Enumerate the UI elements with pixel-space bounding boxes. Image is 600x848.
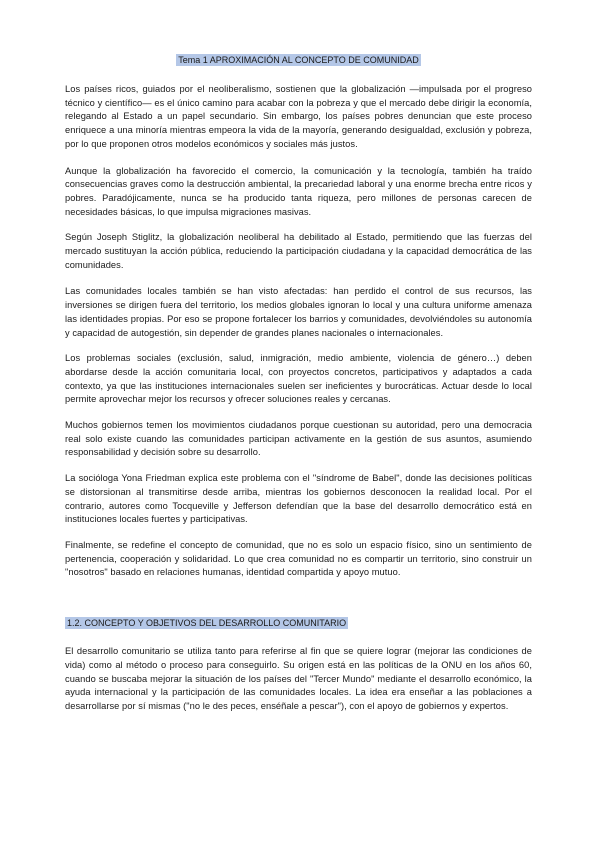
paragraph-1: Los países ricos, guiados por el neoliberalismo, sostienen que la globalización —impulsada por el progreso técnico y científico— es el único camino para acabar con la pobreza y que el mercado debe dirigir la economía, relegando al Estado a un papel secundario. Sin embargo, los países pobres denuncian que este proceso enriquece a una minoría mientras empeora la vida de la mayoría, generando desigualdad, exclusión y pobreza, por lo que proponen otros modelos económicos y sociales más justos. — [65, 84, 532, 149]
paragraph-8: Finalmente, se redefine el concepto de comunidad, que no es solo un espacio físico, sino un sentimiento de pertenencia, cooperación y solidaridad. Lo que crea comunidad no es compartir un territorio, sino construir un "nosotros" basado en relaciones humanas, identidad compartida y apoyo mutuo. — [65, 539, 532, 578]
paragraph-7: La socióloga Yona Friedman explica este problema con el "síndrome de Babel", donde las decisiones políticas se distorsionan al transmitirse desde arriba, mientras los gobiernos desconocen la realidad local. Por el contrario, autores como Tocqueville y Jefferson defendían que la base del desarrollo democrático está en instituciones locales fuertes y participativas. — [65, 473, 532, 525]
paragraph-2: Aunque la globalización ha favorecido el comercio, la comunicación y la tecnología, también ha traído consecuencias graves como la destrucción ambiental, la precariedad laboral y una enorme brecha entre ricos y pobres. Paradójicamente, nunca se ha producido tanta riqueza, pero millones de personas carecen de necesidades básicas, lo que impulsa migraciones masivas. — [65, 165, 532, 217]
paragraph-5: Los problemas sociales (exclusión, salud, inmigración, medio ambiente, violencia de género…) deben abordarse desde la acción comunitaria local, con proyectos concretos, participativos y adaptados a cada contexto, ya que las instituciones internacionales suelen ser ineficientes y burocráticas. Actuar desde lo local permite aprovechar mejor los recursos y ofrecer soluciones reales y cercanas. — [65, 353, 532, 405]
title-row — [65, 50, 532, 68]
paragraph-4: Las comunidades locales también se han visto afectadas: han perdido el control de sus recursos, las inversiones se dirigen fuera del territorio, los medios globales ignoran lo local y una cultura uniforme amenaza las identidades propias. Por eso se propone fortalecer los barrios y comunidades, devolviéndoles su autonomía y capacidad de autogestión, sin depender de grandes planes nacionales o internacionales. — [65, 286, 532, 338]
section-paragraph: El desarrollo comunitario se utiliza tanto para referirse al fin que se quiere lograr (mejorar las condiciones de vida) como al método o proceso para conseguirlo. Su origen está en las políticas de la ONU en los años 60, cuando se buscaba mejorar la situación de los países del "Tercer Mundo" mediante el desarrollo económico, la ayuda internacional y la participación de las comunidades locales. La idea era enseñar a las poblaciones a desarrollarse por sí mismas ("no le des peces, enséñale a pescar"), con el apoyo de gobiernos y expertos. — [65, 646, 532, 711]
document-title: Tema 1 APROXIMACIÓN AL CONCEPTO DE COMUNIDAD — [178, 55, 419, 65]
section-heading: 1.2. CONCEPTO Y OBJETIVOS DEL DESARROLLO COMUNITARIO — [67, 618, 347, 629]
paragraph-6: Muchos gobiernos temen los movimientos ciudadanos porque cuestionan su autoridad, pero una democracia real solo existe cuando las comunidades participan activamente en la gestión de sus asuntos, asumiendo responsabilidad y decisión sobre su desarrollo. — [65, 420, 532, 458]
document-page — [65, 50, 532, 714]
paragraph-3: Según Joseph Stiglitz, la globalización neoliberal ha debilitado al Estado, permitiendo que las fuerzas del mercado sustituyan la acción pública, reduciendo la participación ciudadana y la capacidad democrática de las comunidades. — [65, 232, 532, 270]
section-heading-row — [65, 613, 532, 631]
